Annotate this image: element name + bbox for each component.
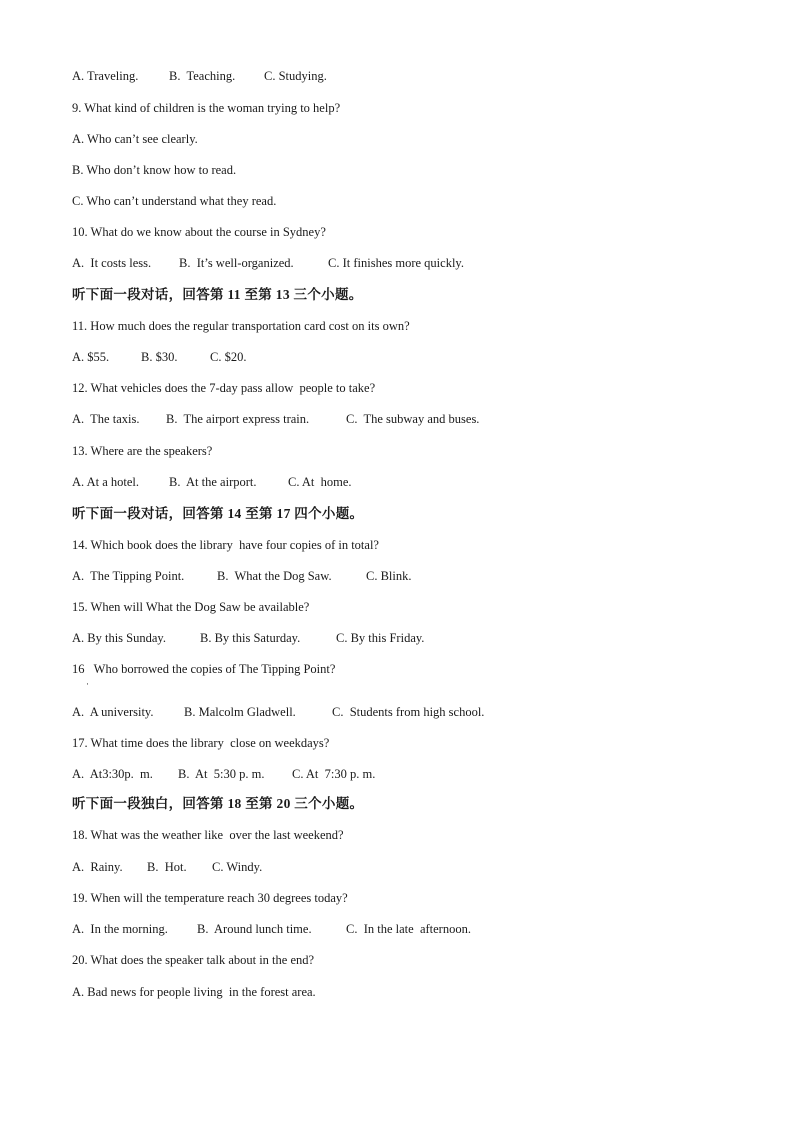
question-text: C. Who can’t understand what they read. (72, 194, 277, 208)
question-text: 17. What time does the library close on weekdays? (72, 736, 330, 750)
answer-option: B. Malcolm Gladwell. (184, 705, 296, 719)
answer-option: C. At 7:30 p. m. (292, 767, 376, 781)
question-text: 16 Who borrowed the copies of The Tipping Point? (72, 662, 336, 676)
answer-option: B. At 5:30 p. m. (178, 767, 265, 781)
answer-option: B. Teaching. (169, 69, 236, 83)
answer-option: C. In the late afternoon. (346, 922, 471, 936)
answer-option: C. Blink. (366, 569, 412, 583)
answer-option: A. Traveling. (72, 69, 139, 83)
answer-option: B. Around lunch time. (197, 922, 312, 936)
answer-option: C. By this Friday. (336, 631, 425, 645)
section-heading: 听下面一段对话，回答第 11 至第 13 三个小题。 (72, 287, 363, 302)
question-text: B. Who don’t know how to read. (72, 163, 237, 177)
answer-option: A. By this Sunday. (72, 631, 166, 645)
section-heading: 听下面一段独白，回答第 18 至第 20 三个小题。 (72, 796, 364, 811)
answer-option: B. The airport express train. (166, 412, 310, 426)
answer-option: C. It finishes more quickly. (328, 256, 464, 270)
question-text: 13. Where are the speakers? (72, 444, 213, 458)
answer-option: C. Windy. (212, 860, 263, 874)
question-text: 20. What does the speaker talk about in the end? (72, 953, 315, 967)
answer-option: A. At a hotel. (72, 475, 140, 489)
question-text: A. Who can’t see clearly. (72, 132, 198, 146)
answer-option: A. A university. (72, 705, 154, 719)
answer-option: C. Students from high school. (332, 705, 485, 719)
question-text: 10. What do we know about the course in Sydney? (72, 225, 326, 239)
answer-option: B. At the airport. (169, 475, 257, 489)
answer-option: C. Studying. (264, 69, 327, 83)
answer-option: A. $55. (72, 350, 110, 364)
question-text: 11. How much does the regular transportation card cost on its own? (72, 319, 410, 333)
answer-option: C. The subway and buses. (346, 412, 480, 426)
answer-option: A. Rainy. (72, 860, 123, 874)
question-text: 9. What kind of children is the woman trying to help? (72, 101, 341, 115)
stray-dot-mark: · (86, 679, 89, 689)
question-text: A. Bad news for people living in the forest area. (72, 985, 316, 999)
answer-option: B. Hot. (147, 860, 187, 874)
answer-option: A. In the morning. (72, 922, 168, 936)
answer-option: A. It costs less. (72, 256, 152, 270)
question-text: 12. What vehicles does the 7-day pass allow people to take? (72, 381, 376, 395)
answer-option: A. The taxis. (72, 412, 140, 426)
answer-option: B. By this Saturday. (200, 631, 301, 645)
answer-option: C. At home. (288, 475, 352, 489)
question-text: 14. Which book does the library have four copies of in total? (72, 538, 379, 552)
answer-option: B. It’s well-organized. (179, 256, 294, 270)
answer-option: A. The Tipping Point. (72, 569, 185, 583)
question-text: 18. What was the weather like over the last weekend? (72, 828, 344, 842)
answer-option: B. What the Dog Saw. (217, 569, 332, 583)
answer-option: B. $30. (141, 350, 178, 364)
question-text: 19. When will the temperature reach 30 degrees today? (72, 891, 348, 905)
answer-option: C. $20. (210, 350, 247, 364)
section-heading: 听下面一段对话，回答第 14 至第 17 四个小题。 (72, 506, 364, 521)
question-text: 15. When will What the Dog Saw be available? (72, 600, 310, 614)
answer-option: A. At3:30p. m. (72, 767, 153, 781)
